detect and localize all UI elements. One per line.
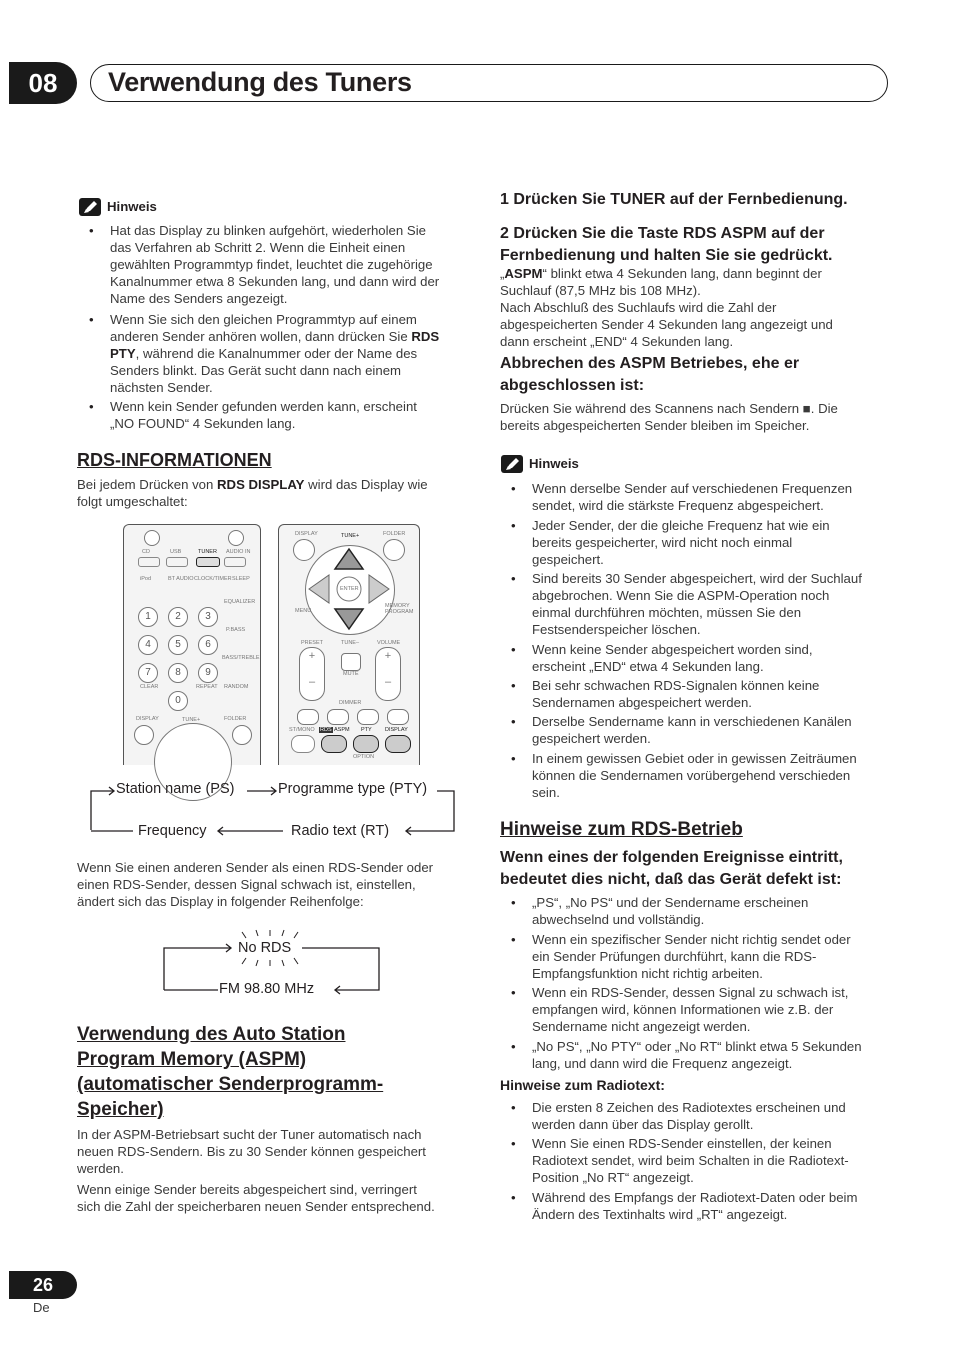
event-item: • Wenn ein spezifischer Sender nicht richtig sendet oder ein Sender Prüfungen durchführt, kann die RDS- Empfangsfunktion nicht richtig arbeiten. xyxy=(532,931,897,982)
remote-digit-1: 1 xyxy=(138,607,158,627)
weak-signal-paragraph: Wenn Sie einen anderen Sender als einen RDS-Sender oder einen RDS-Sender, dessen Signal schwach ist, einstellen, ändert sich das Display in folgender Reihenfolge: xyxy=(77,860,434,909)
note-pencil-icon xyxy=(79,198,101,216)
note-item: • Bei sehr schwachen RDS-Signalen können keine Sendernamen abgespeichert werden. xyxy=(532,677,892,711)
remote-label-random: RANDOM xyxy=(224,684,249,690)
note-label: Hinweis xyxy=(529,456,579,471)
remote-label-tune-minus: TUNE– xyxy=(341,640,360,646)
abort-heading: Abbrechen des ASPM Betriebes, ehe er abgeschlossen ist: xyxy=(500,355,800,394)
remote-label-preset: PRESET xyxy=(301,640,324,646)
remote-label-clear: CLEAR xyxy=(140,684,159,690)
remote-label-st-mono: ST/MONO xyxy=(289,727,315,733)
remote-digit-7: 7 xyxy=(138,663,158,683)
rds-heading: RDS-INFORMATIONEN xyxy=(77,450,272,470)
radiotext-heading: Hinweise zum Radiotext: xyxy=(500,1077,665,1093)
remote-label-pbass: P.BASS xyxy=(226,627,246,633)
radiotext-item: • Während des Empfangs der Radiotext-Daten oder beim Ändern des Textinhalts wird „RT“ angezeigt. xyxy=(532,1189,897,1223)
remote-label-folder: FOLDER xyxy=(224,716,247,722)
abort-body: Drücken Sie während des Scannens nach Sendern ■. Die bereits abgespeicherten Sender bleiben im Speicher. xyxy=(500,401,838,433)
no-rds-frequency: FM 98.80 MHz xyxy=(219,981,315,997)
remote-digit-2: 2 xyxy=(168,607,188,627)
remote-label-menu: MENU xyxy=(295,608,312,614)
remote-label-volume: VOLUME xyxy=(377,640,401,646)
remote-label-ipod: iPod xyxy=(140,576,152,582)
remote-label-mute: MUTE xyxy=(343,671,359,677)
no-rds-label: No RDS xyxy=(238,940,292,956)
cycle-frequency: Frequency xyxy=(138,823,207,839)
aspm-paragraph-1: In der ASPM-Betriebsart sucht der Tuner automatisch nach neuen RDS-Sendern. Bis zu 30 Sender können gespeichert werden. xyxy=(77,1127,426,1176)
remote-label-display: DISPLAY xyxy=(295,531,318,537)
remote-control-left xyxy=(123,524,261,765)
step-1: 1 Drücken Sie TUNER auf der Fernbedienung. xyxy=(500,191,848,208)
remote-label-tune-plus: TUNE+ xyxy=(182,717,201,723)
remote-digit-9: 9 xyxy=(198,663,218,683)
remote-label-equalizer: EQUALIZER xyxy=(224,599,256,605)
cycle-programme-type: Programme type (PTY) xyxy=(278,781,428,797)
note-item: • In einem gewissen Gebiet oder in gewissen Zeiträumen können die Sendernamen vorübergehend verschieden sein. xyxy=(532,750,897,801)
remote-label-memory: MEMORY xyxy=(385,603,410,609)
event-item: • „PS“, „No PS“ und der Sendername erscheinen abwechselnd und vollständig. xyxy=(532,894,892,928)
note-item: • Wenn Sie sich den gleichen Programmtyp auf einem anderen Sender anhören wollen, dann drücken Sie RDS PTY, während die Kanalnummer oder der Name des Senders blinkt. Das Gerät sucht dann nach einem nächsten Sender. xyxy=(110,311,470,396)
note-item: • Sind bereits 30 Sender abgespeichert, wird der Suchlauf abgebrochen. Wenn Sie die ASPM-Operation noch einmal durchführen möchten, müssen Sie den Festsenderspeicher löschen. xyxy=(532,570,897,638)
language-code: De xyxy=(33,1300,50,1315)
remote-digit-5: 5 xyxy=(168,635,188,655)
events-heading: Wenn eines der folgenden Ereignisse eintritt, bedeutet dies nicht, daß das Gerät defekt ist: xyxy=(500,849,843,888)
remote-digit-4: 4 xyxy=(138,635,158,655)
note-item: • Wenn derselbe Sender auf verschiedenen Frequenzen sendet, wird die stärkste Frequenz abgespeichert. xyxy=(532,480,892,514)
rds-intro: Bei jedem Drücken von RDS DISPLAY wird das Display wie folgt umgeschaltet: xyxy=(77,477,428,509)
volume-rocker: + – xyxy=(375,647,401,701)
remote-label-usb: USB xyxy=(170,549,182,555)
note-pencil-icon xyxy=(501,455,523,473)
remote-label-bass-treble: BASS/TREBLE xyxy=(222,655,260,661)
eject-icon xyxy=(228,530,244,546)
remote-digit-8: 8 xyxy=(168,663,188,683)
remote-label-bt-audio: BT AUDIO xyxy=(168,576,194,582)
rds-hints-heading: Hinweise zum RDS-Betrieb xyxy=(500,819,743,840)
radiotext-item: • Die ersten 8 Zeichen des Radiotextes erscheinen und werden dann über das Display gerollt. xyxy=(532,1099,892,1133)
remote-button xyxy=(387,709,409,725)
remote-label-display: DISPLAY xyxy=(136,716,159,722)
remote-label-pty: PTY xyxy=(361,727,372,733)
remote-label-enter: ENTER xyxy=(340,586,359,592)
remote-label-dimmer: DIMMER xyxy=(339,700,362,706)
page-number: 26 xyxy=(9,1271,77,1299)
remote-label-sleep: SLEEP xyxy=(232,576,250,582)
remote-label-aspm: ASPM xyxy=(334,727,350,733)
remote-button xyxy=(327,709,349,725)
event-item: • „No PS“, „No PTY“ oder „No RT“ blinkt etwa 5 Sekunden lang, und dann wird die Frequenz angezeigt. xyxy=(532,1038,897,1072)
remote-label-tune-plus: TUNE+ xyxy=(341,533,360,539)
remote-label-cd: CD xyxy=(142,549,150,555)
remote-button xyxy=(297,709,319,725)
remote-button xyxy=(232,725,252,745)
step-2-body: „ASPM“ blinkt etwa 4 Sekunden lang, dann beginnt der Suchlauf (87,5 MHz bis 108 MHz). Nach Abschluß des Suchlaufs wird die Zahl der abgespeicherten Sender 4 Sekunden lang angezeigt und dann erscheint „END“ 4 Sekunden lang. xyxy=(500,266,833,349)
event-item: • Wenn ein RDS-Sender, dessen Signal zu schwach ist, empfangen wird, können Informationen wie z.B. der Sendername nicht angezeigt werden. xyxy=(532,984,892,1035)
remote-label-repeat: REPEAT xyxy=(196,684,218,690)
chapter-number: 08 xyxy=(9,62,77,104)
chapter-title: Verwendung des Tuners xyxy=(108,67,412,97)
cycle-radio-text: Radio text (RT) xyxy=(291,823,390,839)
remote-label-tuner: TUNER xyxy=(198,549,217,555)
radiotext-item: • Wenn Sie einen RDS-Sender einstellen, der keinen Radiotext sendet, wird beim Schalten in die Radiotext- Position „No RT“ angezeigt. xyxy=(532,1135,897,1186)
remote-label-audio-in: AUDIO IN xyxy=(226,549,251,555)
note-item: • Wenn keine Sender abgespeichert worden sind, erscheint „END“ etwa 4 Sekunden lang. xyxy=(532,641,892,675)
remote-button xyxy=(357,709,379,725)
remote-digit-3: 3 xyxy=(198,607,218,627)
power-icon xyxy=(144,530,160,546)
remote-label-program: PROGRAM xyxy=(385,609,414,615)
aspm-heading: Verwendung des Auto Station Program Memory (ASPM) (automatischer Senderprogramm- Speicher) xyxy=(77,1024,384,1120)
note-item: • Hat das Display zu blinken aufgehört, wiederholen Sie das Verfahren ab Schritt 2. Wenn die Einheit einen gewählten Programmtyp findet, leuchtet die zugehörige Kanalnummer etwa 8 Sekunden lang, und dann wird der Name des Senders angezeigt. xyxy=(110,222,470,307)
remote-label-option: OPTION xyxy=(353,754,375,760)
remote-digit-0: 0 xyxy=(168,691,188,711)
step-2: 2 Drücken Sie die Taste RDS ASPM auf der Fernbedienung und halten Sie sie gedrückt. xyxy=(500,225,833,264)
remote-digit-6: 6 xyxy=(198,635,218,655)
note-label: Hinweis xyxy=(107,199,157,214)
remote-label-clock-timer: CLOCK/TIMER xyxy=(194,576,232,582)
aspm-paragraph-2: Wenn einige Sender bereits abgespeichert sind, verringert sich die Zahl der speicherbaren neuen Sender entsprechend. xyxy=(77,1182,435,1214)
remote-label-rds: RDS xyxy=(320,727,332,733)
remote-label-display: DISPLAY xyxy=(385,727,408,733)
remote-label-folder: FOLDER xyxy=(383,531,406,537)
mute-icon xyxy=(341,653,361,671)
note-item: • Derselbe Sendername kann in verschiedenen Kanälen gespeichert werden. xyxy=(532,713,892,747)
preset-rocker: + – xyxy=(299,647,325,701)
note-item: • Wenn kein Sender gefunden werden kann, erscheint „NO FOUND“ 4 Sekunden lang. xyxy=(110,398,470,432)
remote-control-right xyxy=(278,524,420,765)
cycle-station-name: Station name (PS) xyxy=(116,781,235,797)
remote-button xyxy=(134,725,154,745)
note-item: • Jeder Sender, der die gleiche Frequenz hat wie ein bereits gespeicherter, wird nicht noch einmal gespeichert. xyxy=(532,517,892,568)
